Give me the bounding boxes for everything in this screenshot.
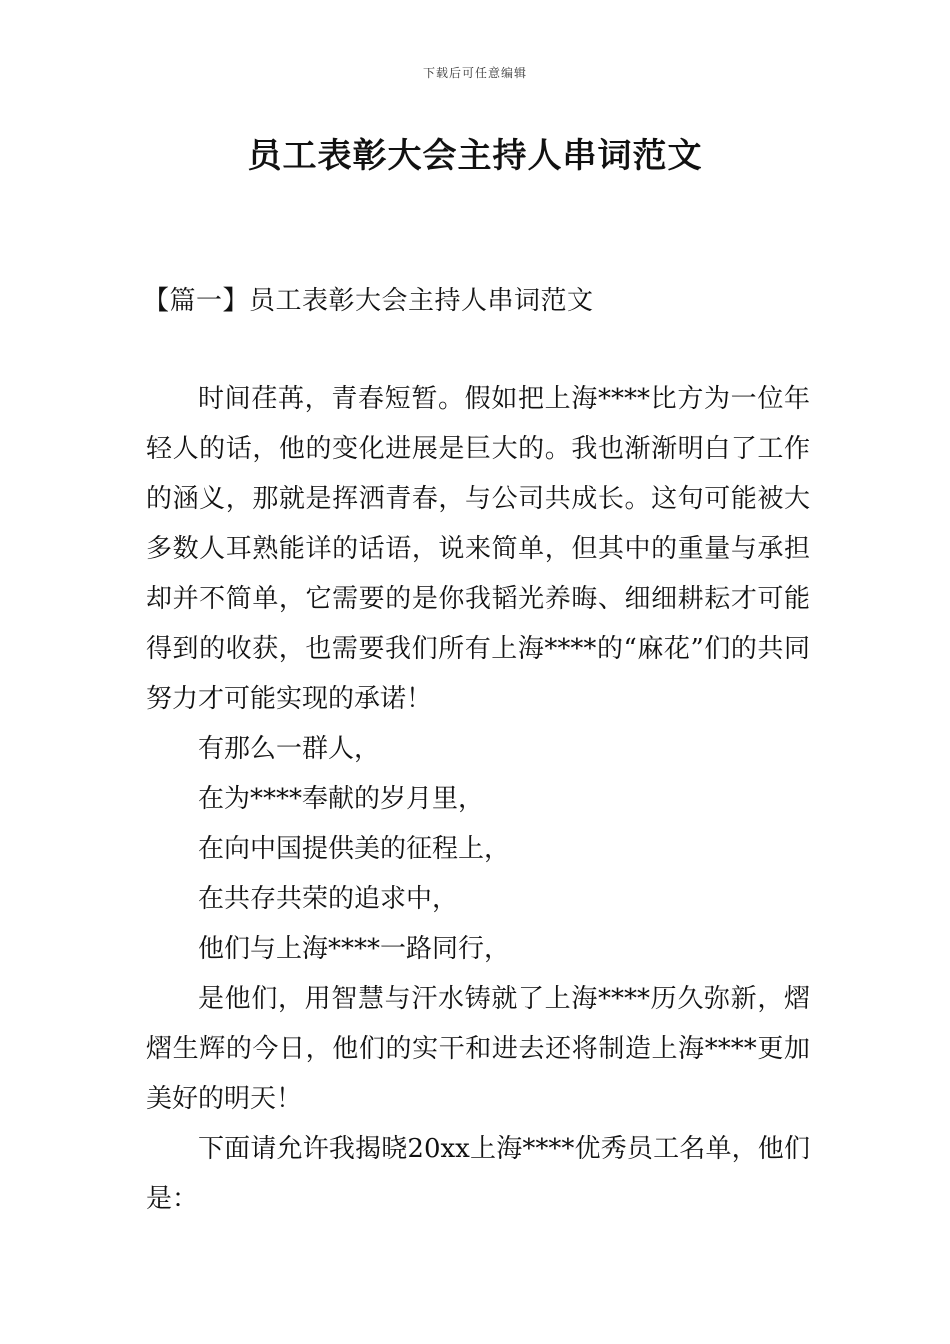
body-text [146,374,810,1224]
paragraph-intro: 时间荏苒，青春短暂。假如把上海****比方为一位年轻人的话，他的变化进展是巨大的。我也渐渐明白了工作的涵义，那就是挥洒青春，与公司共成长。这句可能被大多数人耳熟能详的话语，说来简单，但其中的重量与承担却并不简单，它需要的是你我韬光养晦、细细耕耘才可能得到的收获，也需要我们所有上海****的“麻花”们的共同努力才可能实现的承诺！ [146,384,810,714]
section-heading: 【篇一】员工表彰大会主持人串词范文 [143,286,594,316]
paragraph-verse-line: 在共存共荣的追求中， [198,884,459,914]
page-header-note: 下载后可任意编辑 [422,66,527,80]
paragraph-verse-line: 在为****奉献的岁月里， [198,784,485,814]
paragraph-verse-line: 有那么一群人， [198,734,381,764]
paragraph-verse-line: 在向中国提供美的征程上， [198,834,511,864]
paragraph-announcement: 下面请允许我揭晓20xx上海****优秀员工名单，他们是： [146,1134,810,1214]
paragraph-tribute: 是他们，用智慧与汗水铸就了上海****历久弥新，熠熠生辉的今日，他们的实干和进去还将制造上海****更加美好的明天！ [146,984,810,1114]
document-title: 员工表彰大会主持人串词范文 [247,136,703,176]
paragraph-verse-line: 他们与上海****一路同行， [198,934,511,964]
